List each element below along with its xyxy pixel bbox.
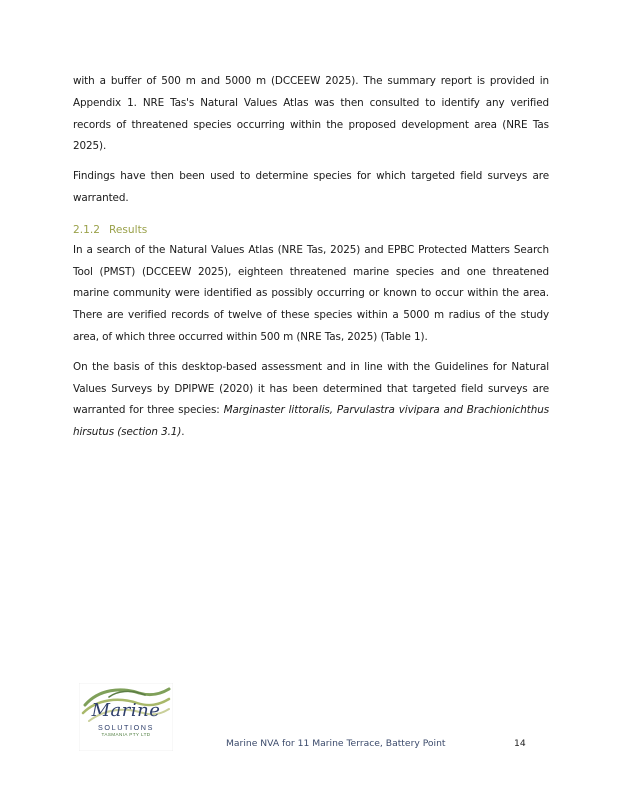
section-title: Results	[109, 223, 148, 236]
logo-wordmark	[79, 701, 173, 738]
footer-page-number: 14	[514, 738, 526, 749]
paragraph-results: In a search of the Natural Values Atlas (NRE Tas, 2025) and EPBC Protected Matters Search Tool (PMST) (DCCEEW 2025), eighteen threatened marine species and one threatened marine community were identified as possibly occurring or known to occur within the area. There are verified records of twelve of these species within a 5000 m radius of the study area, of which three occurred within 500 m (NRE Tas, 2025) (Table 1).	[73, 243, 549, 343]
section-heading-results	[73, 220, 549, 240]
paragraph-conclusion	[73, 357, 549, 444]
logo-subtitle: SOLUTIONS	[98, 723, 154, 732]
conclusion-lead-text: On the basis of this desktop-based assessment and in line with the Guidelines for Natural Values Surveys by DPIPWE (2020) it has been determined that targeted field surveys are warranted for three species:	[73, 360, 549, 417]
page-body	[73, 71, 549, 444]
conclusion-end-text: .	[181, 426, 185, 439]
section-number: 2.1.2	[73, 223, 100, 236]
paragraph-findings: Findings have then been used to determine species for which targeted field surveys are warranted.	[73, 170, 549, 204]
paragraph-methods-continued: with a buffer of 500 m and 5000 m (DCCEEW 2025). The summary report is provided in Appendix 1. NRE Tas's Natural Values Atlas was then consulted to identify any verified records of threatened species occurring within the proposed development area (NRE Tas 2025).	[73, 75, 549, 153]
species-list-italic: Marginaster littoralis, Parvulastra vivipara and Brachionichthus hirsutus (section 3.1)	[73, 404, 550, 439]
logo-brand: Marine	[91, 700, 161, 721]
logo-tagline: TASMANIA PTY LTD	[101, 732, 151, 737]
footer-document-title: Marine NVA for 11 Marine Terrace, Battery Point	[226, 738, 446, 749]
company-logo	[79, 683, 173, 751]
